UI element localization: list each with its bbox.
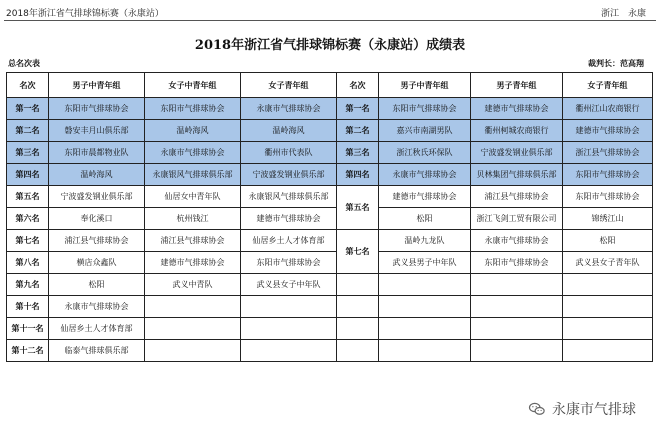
table-row [7,186,653,208]
table-cell: 建德市气排球协会 [145,252,241,274]
table-cell: 武义中青队 [145,274,241,296]
column-header: 名次 [7,73,49,98]
table-cell: 温岭九龙队 [379,230,471,252]
table-cell: 建德市气排球协会 [379,186,471,208]
table-row [7,274,653,296]
rank-cell: 第八名 [7,252,49,274]
table-row [7,230,653,252]
table-cell: 磐安丰月山俱乐部 [49,120,145,142]
table-cell: 嘉兴市南湖男队 [379,120,471,142]
table-cell: 永康市气排球协会 [49,296,145,318]
rank-cell: 第三名 [7,142,49,164]
column-header: 女子中青年组 [145,73,241,98]
table-cell: 永康市气排球协会 [241,98,337,120]
table-cell: 松阳 [49,274,145,296]
table-cell: 仙居乡土人才体育部 [241,230,337,252]
table-cell [241,318,337,340]
table-cell [241,296,337,318]
table-cell: 衢州柯城农商银行 [471,120,563,142]
table-cell: 温岭海风 [145,120,241,142]
rank-cell: 第十二名 [7,340,49,362]
empty-cell [563,318,653,340]
table-cell: 杭州钱江 [145,208,241,230]
empty-cell [563,274,653,296]
table-cell: 浙江县气排球协会 [563,142,653,164]
table-cell: 永康市气排球协会 [379,164,471,186]
rank-cell: 第七名 [7,230,49,252]
rank-cell: 第二名 [337,120,379,142]
table-row [7,340,653,362]
table-cell [145,296,241,318]
table-cell: 衢州江山农商银行 [563,98,653,120]
table-cell: 宁波盛发钢业俱乐部 [471,142,563,164]
table-cell [145,318,241,340]
column-header: 男子青年组 [471,73,563,98]
header-left: 2018年浙江省气排球锦标赛（永康站） [6,9,164,19]
table-cell: 永康银风气排球俱乐部 [241,186,337,208]
column-header: 名次 [337,73,379,98]
empty-cell [471,340,563,362]
table-cell: 永康银风气排球俱乐部 [145,164,241,186]
table-row [7,296,653,318]
table-cell: 锦绣江山 [563,208,653,230]
table-cell: 武义县女子中年队 [241,274,337,296]
table-row [7,208,653,230]
header-row [7,73,653,98]
empty-cell [379,274,471,296]
table-cell: 东阳市气排球协会 [563,164,653,186]
rank-cell: 第四名 [337,164,379,186]
watermark [524,397,640,421]
rank-cell: 第二名 [7,120,49,142]
empty-cell [563,296,653,318]
column-header: 男子中青年组 [379,73,471,98]
rank-cell: 第三名 [337,142,379,164]
rank-cell: 第五名 [337,186,379,230]
table-cell: 永康市气排球协会 [471,230,563,252]
table-cell: 建德市气排球协会 [241,208,337,230]
empty-cell [379,318,471,340]
empty-cell [379,340,471,362]
table-cell: 东阳市气排球协会 [49,98,145,120]
empty-cell [563,340,653,362]
table-cell: 横店众鑫队 [49,252,145,274]
rank-cell: 第四名 [7,164,49,186]
table-cell: 贝林集团气排球俱乐部 [471,164,563,186]
rank-cell: 第七名 [337,230,379,274]
table-cell: 松阳 [563,230,653,252]
table-cell: 宁波盛发钢业俱乐部 [241,164,337,186]
empty-cell [337,318,379,340]
table-cell: 临泰气排球俱乐部 [49,340,145,362]
table-row [7,252,653,274]
table-cell [241,340,337,362]
empty-cell [471,296,563,318]
rank-cell: 第五名 [7,186,49,208]
table-cell: 东阳市气排球协会 [563,186,653,208]
table-cell: 东阳市气排球协会 [241,252,337,274]
table-cell: 浦江县气排球协会 [471,186,563,208]
rank-cell: 第一名 [7,98,49,120]
rank-cell: 第一名 [337,98,379,120]
table-cell: 东阳市气排球协会 [471,252,563,274]
empty-cell [379,296,471,318]
table-row [7,142,653,164]
rank-cell: 第十名 [7,296,49,318]
table-cell: 东阳市气排球协会 [379,98,471,120]
rank-cell: 第六名 [7,208,49,230]
table-row [7,318,653,340]
table-cell: 仙居乡土人才体育部 [49,318,145,340]
header-divider [4,20,656,21]
table-row [7,164,653,186]
empty-cell [337,340,379,362]
rank-cell: 第九名 [7,274,49,296]
page-title: 2018年浙江省气排球锦标赛（永康站）成绩表 [194,38,466,53]
table-cell [145,340,241,362]
table-cell: 武义县女子青年队 [563,252,653,274]
table-cell: 宁波盛发钢业俱乐部 [49,186,145,208]
table-cell: 温岭海风 [241,120,337,142]
empty-cell [337,274,379,296]
results-table [6,72,653,362]
header-right: 浙江 永康 [600,9,646,19]
table-cell: 东阳市晨都物业队 [49,142,145,164]
table-cell: 仙居女中青年队 [145,186,241,208]
empty-cell [337,296,379,318]
empty-cell [471,274,563,296]
table-cell: 浦江县气排球协会 [145,230,241,252]
wechat-icon [528,400,546,418]
table-cell: 衢州市代表队 [241,142,337,164]
subtitle-left: 总名次表 [8,59,40,68]
table-cell: 浦江县气排球协会 [49,230,145,252]
table-cell: 东阳市气排球协会 [145,98,241,120]
table-row [7,98,653,120]
table-cell: 浙江飞剑工贸有限公司 [471,208,563,230]
table-cell: 建德市气排球协会 [563,120,653,142]
table-cell: 建德市气排球协会 [471,98,563,120]
empty-cell [471,318,563,340]
table-cell: 浙江秋氏环保队 [379,142,471,164]
referee-label: 裁判长：范高翔 [588,59,644,68]
column-header: 女子青年组 [563,73,653,98]
column-header: 女子青年组 [241,73,337,98]
table-cell: 武义县男子中年队 [379,252,471,274]
column-header: 男子中青年组 [49,73,145,98]
table-cell: 奉化溪口 [49,208,145,230]
table-cell: 永康市气排球协会 [145,142,241,164]
table-cell: 松阳 [379,208,471,230]
rank-cell: 第十一名 [7,318,49,340]
table-row [7,120,653,142]
watermark-text: 永康市气排球 [552,402,636,418]
table-cell: 温岭海风 [49,164,145,186]
